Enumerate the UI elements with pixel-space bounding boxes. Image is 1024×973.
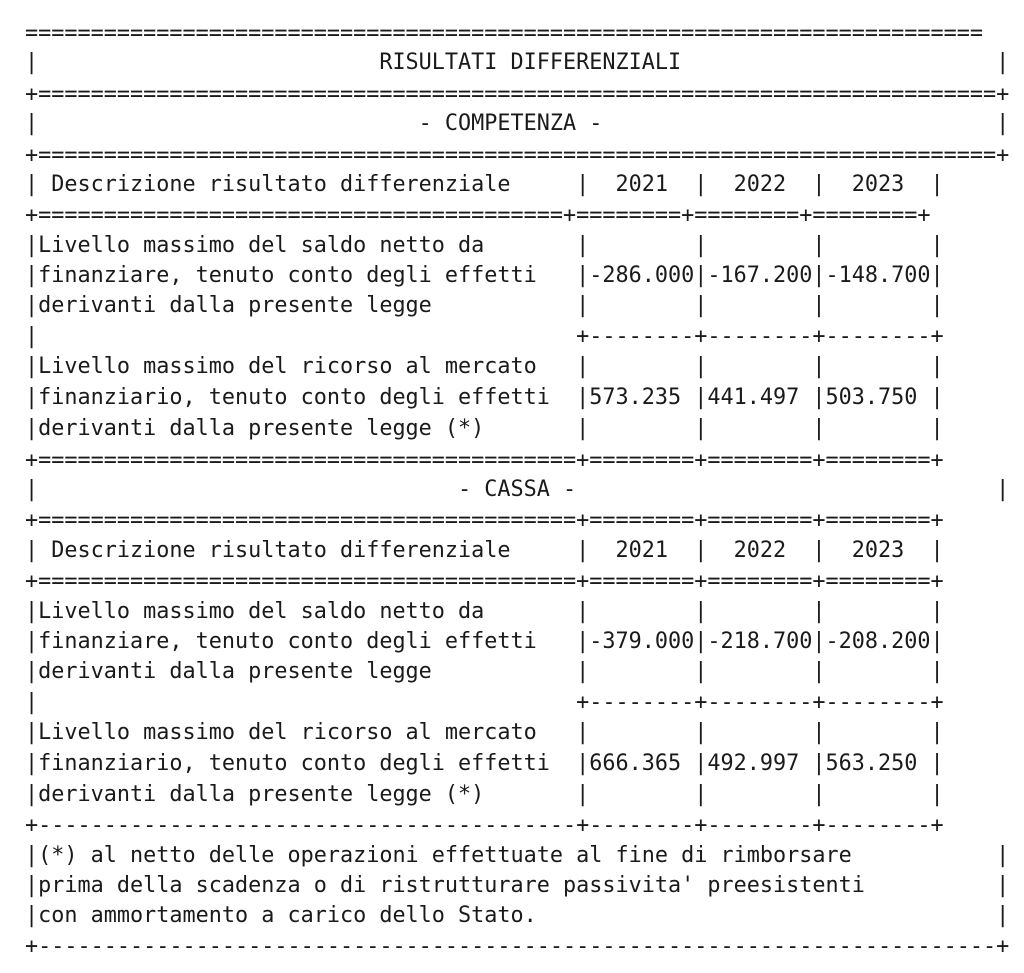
table-row-line: |derivanti dalla presente legge | | | | <box>25 659 944 684</box>
footnote-line: |prima della scadenza o di ristrutturare passivita' preesistenti | <box>25 873 1010 898</box>
table-row-line: |Livello massimo del saldo netto da | | | | <box>25 233 944 258</box>
separator-line: +=========================================================================+ <box>25 143 1010 168</box>
separator-line: +=========================================+========+========+========+ <box>25 569 944 594</box>
footnote-line: |con ammortamento a carico dello Stato. | <box>25 903 1010 928</box>
section-competenza-title: | - COMPETENZA - | <box>25 111 1010 136</box>
title-line: | RISULTATI DIFFERENZIALI | <box>25 50 1010 75</box>
table-row-line: |derivanti dalla presente legge (*) | | | | <box>25 416 944 441</box>
table-row-line: |derivanti dalla presente legge | | | | <box>25 293 944 318</box>
row-separator-line: | +--------+--------+--------+ <box>25 690 944 715</box>
bottom-border: +-------------------------------------------------------------------------+ <box>25 934 1010 959</box>
separator-line: +=========================================================================+ <box>25 82 1010 107</box>
separator-line: +-----------------------------------------+--------+--------+--------+ <box>25 813 944 838</box>
top-border: ========================================================================= <box>25 21 983 46</box>
separator-line: +========================================+========+========+========+ <box>25 203 931 228</box>
table-row-line: |derivanti dalla presente legge (*) | | | | <box>25 782 944 807</box>
table-header-competenza: | Descrizione risultato differenziale | 2021 | 2022 | 2023 | <box>25 172 944 197</box>
separator-line: +=========================================+========+========+========+ <box>25 448 944 473</box>
row-separator-line: | +--------+--------+--------+ <box>25 324 944 349</box>
table-row-line: |Livello massimo del ricorso al mercato | | | | <box>25 720 944 745</box>
table-row-line: |Livello massimo del saldo netto da | | | | <box>25 599 944 624</box>
table-row-line: |Livello massimo del ricorso al mercato | | | | <box>25 354 944 379</box>
footnote-line: |(*) al netto delle operazioni effettuate al fine di rimborsare | <box>25 843 1010 868</box>
table-header-cassa: | Descrizione risultato differenziale | 2021 | 2022 | 2023 | <box>25 538 944 563</box>
table-row-line: |finanziario, tenuto conto degli effetti |573.235 |441.497 |503.750 | <box>25 385 944 410</box>
separator-line: +=========================================+========+========+========+ <box>25 508 944 533</box>
table-row-line: |finanziare, tenuto conto degli effetti |-379.000|-218.700|-208.200| <box>25 629 944 654</box>
table-row-line: |finanziario, tenuto conto degli effetti |666.365 |492.997 |563.250 | <box>25 751 944 776</box>
section-cassa-title: | - CASSA - | <box>25 477 1010 502</box>
table-row-line: |finanziare, tenuto conto degli effetti |-286.000|-167.200|-148.700| <box>25 263 944 288</box>
